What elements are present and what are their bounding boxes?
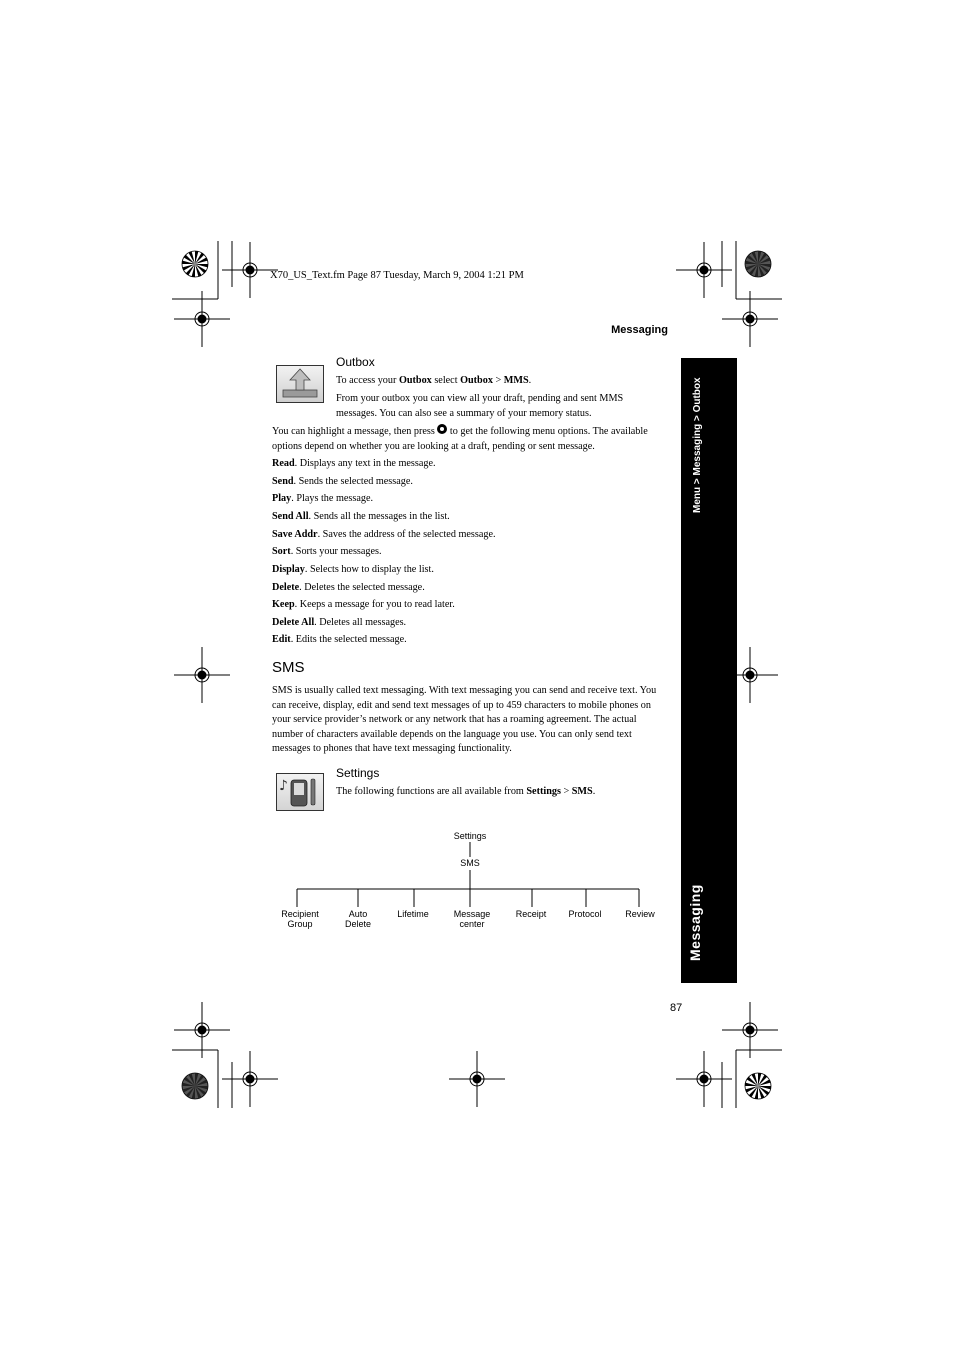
option-desc: . Displays any text in the message. [294,458,436,469]
sidebar-breadcrumb: Menu > Messaging > Outbox [692,377,703,513]
option-term: Sort [272,546,291,557]
leaf-line-1: Receipt [515,909,547,919]
option-desc: . Sends the selected message. [293,476,413,487]
highlight-post: to get the following menu options. The available options depend on whether you are looking at a draft, pending or sent message. [272,426,648,452]
leaf-line-1: Lifetime [397,909,429,919]
settings-line-end: . [592,786,596,797]
access-term-2: Outbox [460,375,493,386]
settings-line-term-1: Settings [526,786,561,797]
leaf-line-1: Review [625,909,655,919]
leaf-line-1: Auto [348,909,368,919]
highlight-pre: You can highlight a message, then press [272,426,438,437]
sms-heading: SMS [272,659,305,676]
option-term: Play [272,493,292,504]
access-sep: > [492,375,504,386]
option-term: Display [272,564,305,575]
settings-heading: Settings [336,766,380,780]
outbox-description: From your outbox you can view all your draft, pending and sent MMS messages. You can also see a summary of your memory status. [336,393,624,419]
option-desc: . Keeps a message for you to read later. [294,599,455,610]
sidebar-section-title: Messaging [687,884,703,961]
access-prefix: To access your [336,375,399,386]
leaf-line-1: Recipient [281,909,319,919]
print-header: X70_US_Text.fm Page 87 Tuesday, March 9, 2004 1:21 PM [270,270,524,281]
access-term-3: MMS [503,375,529,386]
option-term: Keep [272,599,295,610]
option-term: Send [272,476,294,487]
option-desc: . Plays the message. [291,493,374,504]
leaf-line-1: Protocol [568,909,602,919]
tree-leaf-review [610,909,670,919]
option-term: Save Addr [272,529,318,540]
settings-line-term-2: SMS [571,786,593,797]
option-desc: . Edits the selected message. [290,634,407,645]
tree-leaf-auto-delete [328,909,388,929]
tree-leaf-recipient-group [270,909,330,929]
option-desc: . Saves the address of the selected message. [317,529,496,540]
settings-line-sep: > [560,786,572,797]
option-term: Send All [272,511,309,522]
leaf-line-2: Delete [344,919,371,929]
option-desc: . Sends all the messages in the list. [308,511,450,522]
option-desc: . Deletes all messages. [314,617,407,628]
option-desc: . Deletes the selected message. [299,582,425,593]
leaf-line-1: Message [453,909,491,919]
tree-node-sms: SMS [460,858,480,868]
option-term: Read [272,458,295,469]
leaf-line-2: Group [287,919,313,929]
tree-leaf-protocol [555,909,615,919]
option-desc: . Sorts your messages. [290,546,382,557]
option-term: Delete [272,582,300,593]
access-mid: select [431,375,461,386]
outbox-heading: Outbox [336,355,375,369]
settings-line-prefix: The following functions are all available from [336,786,527,797]
option-term: Edit [272,634,291,645]
tree-leaf-message-center [442,909,502,929]
tree-root-settings: Settings [453,831,487,841]
leaf-line-2: center [459,919,485,929]
access-term-1: Outbox [398,375,432,386]
svg-text:♪: ♪ [279,778,288,794]
sms-paragraph: SMS is usually called text messaging. With text messaging you can send and receive text. You can receive, display, edit and send text messages of up to 459 characters to mobile phones on your service provider’s network or any network that has a roaming agreement. The actual number of characters available depends on the language you use. You can only send text messages to phones that have text messaging functionality. [272,685,657,754]
option-desc: . Selects how to display the list. [304,564,434,575]
page-number: 87 [670,1002,683,1014]
running-header: Messaging [611,324,668,336]
access-end: . [528,375,532,386]
tree-leaf-receipt [501,909,561,919]
tree-leaf-lifetime [383,909,443,919]
option-term: Delete All [272,617,315,628]
